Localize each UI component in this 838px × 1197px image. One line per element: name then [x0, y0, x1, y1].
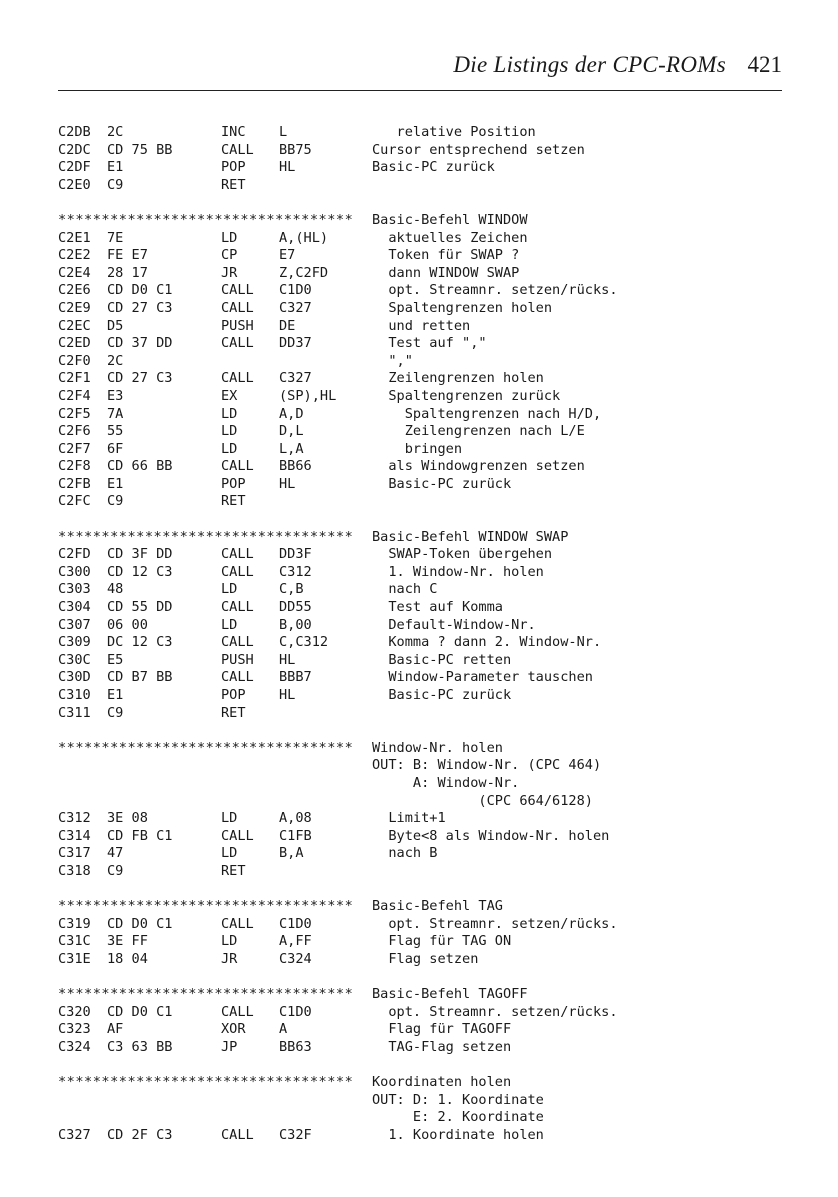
comment: Spaltengrenzen zurück — [372, 387, 561, 404]
comment: A: Window-Nr. — [372, 774, 520, 791]
mnemonic: CALL — [221, 827, 254, 844]
address: C2E2 — [58, 247, 91, 264]
address: C2E9 — [58, 299, 91, 316]
section-header — [58, 529, 782, 547]
section-title: Window-Nr. holen — [372, 739, 503, 756]
operands: A,D — [279, 405, 304, 422]
mnemonic: CALL — [221, 915, 254, 932]
address: C312 — [58, 810, 91, 827]
opcode-bytes: 47 — [107, 845, 124, 862]
opcode-bytes: E1 — [107, 475, 124, 492]
opcode-bytes: CD D0 C1 — [107, 915, 173, 932]
code-line — [58, 669, 782, 687]
code-line — [58, 581, 782, 599]
opcode-bytes: C9 — [107, 493, 124, 510]
opcode-bytes: 48 — [107, 581, 124, 598]
address: C30D — [58, 669, 91, 686]
comment: Basic-PC zurück — [372, 475, 512, 492]
mnemonic: POP — [221, 159, 246, 176]
operands: C327 — [279, 370, 312, 387]
mnemonic: INC — [221, 124, 246, 140]
mnemonic: CP — [221, 247, 238, 264]
address: C2FD — [58, 546, 91, 563]
assembly-listing — [58, 124, 782, 1144]
operands: A,FF — [279, 933, 312, 950]
code-line — [58, 353, 782, 371]
operands: D,L — [279, 423, 304, 440]
address: C2FC — [58, 493, 91, 510]
address: C2F7 — [58, 440, 91, 457]
mnemonic: RET — [221, 493, 246, 510]
code-line — [58, 1109, 782, 1127]
operands: C,C312 — [279, 634, 329, 651]
operands: C32F — [279, 1126, 312, 1143]
operands: DD55 — [279, 599, 312, 616]
mnemonic: POP — [221, 687, 246, 703]
address: C2F6 — [58, 423, 91, 440]
opcode-bytes: CD 66 BB — [107, 458, 173, 475]
comment: Flag setzen — [372, 950, 479, 967]
code-line — [58, 546, 782, 564]
opcode-bytes: CD 55 DD — [107, 599, 173, 616]
code-line — [58, 634, 782, 652]
blank-line — [58, 722, 782, 740]
code-line — [58, 863, 782, 881]
code-line — [58, 793, 782, 811]
operands: HL — [279, 687, 296, 703]
comment: nach C — [372, 581, 438, 598]
comment: Test auf "," — [372, 335, 487, 352]
opcode-bytes: CD D0 C1 — [107, 1003, 173, 1020]
mnemonic: CALL — [221, 299, 254, 316]
code-line — [58, 159, 782, 177]
code-line — [58, 247, 782, 265]
address: C30C — [58, 651, 91, 668]
comment: Basic-PC zurück — [372, 159, 495, 176]
comment: "," — [372, 352, 413, 369]
opcode-bytes: CD 37 DD — [107, 335, 173, 352]
address: C2DF — [58, 159, 91, 176]
mnemonic: CALL — [221, 599, 254, 616]
mnemonic: CALL — [221, 458, 254, 475]
operands: C1FB — [279, 827, 312, 844]
code-line — [58, 599, 782, 617]
page-header — [58, 50, 782, 91]
address: C320 — [58, 1003, 91, 1020]
mnemonic: RET — [221, 176, 246, 193]
section-separator-stars: ********************************** — [58, 739, 354, 756]
address: C303 — [58, 581, 91, 598]
operands: E7 — [279, 247, 296, 264]
address: C31C — [58, 933, 91, 950]
section-separator-stars: ********************************** — [58, 528, 354, 545]
address: C319 — [58, 915, 91, 932]
code-line — [58, 177, 782, 195]
code-line — [58, 406, 782, 424]
mnemonic: LD — [221, 405, 238, 422]
mnemonic: LD — [221, 616, 238, 633]
comment: opt. Streamnr. setzen/rücks. — [372, 282, 618, 299]
comment: Default-Window-Nr. — [372, 616, 536, 633]
mnemonic: CALL — [221, 282, 254, 299]
address: C318 — [58, 862, 91, 879]
blank-line — [58, 511, 782, 529]
section-title: Basic-Befehl TAG — [372, 898, 503, 915]
address: C314 — [58, 827, 91, 844]
address: C2FB — [58, 475, 91, 492]
opcode-bytes: AF — [107, 1021, 124, 1038]
address: C300 — [58, 563, 91, 580]
opcode-bytes: CD 75 BB — [107, 141, 173, 158]
address: C2F8 — [58, 458, 91, 475]
section-separator-stars: ********************************** — [58, 1074, 354, 1091]
section-title: Basic-Befehl TAGOFF — [372, 986, 528, 1003]
opcode-bytes: 3E 08 — [107, 810, 148, 827]
opcode-bytes: FE E7 — [107, 247, 148, 264]
operands: Z,C2FD — [279, 264, 329, 281]
mnemonic: LD — [221, 581, 238, 598]
code-line — [58, 230, 782, 248]
mnemonic: EX — [221, 387, 238, 404]
operands: C1D0 — [279, 1003, 312, 1020]
opcode-bytes: 7E — [107, 229, 124, 246]
address: C323 — [58, 1021, 91, 1038]
code-line — [58, 124, 782, 142]
operands: A — [279, 1021, 288, 1038]
operands: C1D0 — [279, 915, 312, 932]
opcode-bytes: 2C — [107, 352, 124, 369]
comment: relative Position — [372, 124, 536, 140]
comment: aktuelles Zeichen — [372, 229, 528, 246]
mnemonic: CALL — [221, 141, 254, 158]
opcode-bytes: E1 — [107, 687, 124, 703]
mnemonic: LD — [221, 810, 238, 827]
address: C2DB — [58, 124, 91, 140]
comment: opt. Streamnr. setzen/rücks. — [372, 915, 618, 932]
mnemonic: CALL — [221, 335, 254, 352]
code-line — [58, 1092, 782, 1110]
comment: Flag für TAG ON — [372, 933, 512, 950]
opcode-bytes: CD 3F DD — [107, 546, 173, 563]
code-line — [58, 300, 782, 318]
opcode-bytes: CD 27 C3 — [107, 370, 173, 387]
comment: dann WINDOW SWAP — [372, 264, 520, 281]
comment: und retten — [372, 317, 471, 334]
comment: Byte<8 als Window-Nr. holen — [372, 827, 610, 844]
code-line — [58, 564, 782, 582]
opcode-bytes: DC 12 C3 — [107, 634, 173, 651]
comment: bringen — [372, 440, 463, 457]
code-line — [58, 775, 782, 793]
operands: A,(HL) — [279, 229, 329, 246]
comment: Basic-PC retten — [372, 651, 512, 668]
operands: C1D0 — [279, 282, 312, 299]
opcode-bytes: 18 04 — [107, 950, 148, 967]
opcode-bytes: 06 00 — [107, 616, 148, 633]
comment: Komma ? dann 2. Window-Nr. — [372, 634, 602, 651]
address: C2F4 — [58, 387, 91, 404]
opcode-bytes: E1 — [107, 159, 124, 176]
code-line — [58, 282, 782, 300]
section-header — [58, 212, 782, 230]
opcode-bytes: C3 63 BB — [107, 1038, 173, 1055]
comment: TAG-Flag setzen — [372, 1038, 512, 1055]
comment: (CPC 664/6128) — [372, 792, 593, 809]
code-line — [58, 687, 782, 705]
section-title: Koordinaten holen — [372, 1074, 512, 1091]
code-line — [58, 370, 782, 388]
address: C311 — [58, 704, 91, 721]
operands: BB75 — [279, 141, 312, 158]
comment: Zeilengrenzen holen — [372, 370, 544, 387]
code-line — [58, 652, 782, 670]
operands: C327 — [279, 299, 312, 316]
address: C2E6 — [58, 282, 91, 299]
mnemonic: POP — [221, 475, 246, 492]
code-line — [58, 828, 782, 846]
mnemonic: PUSH — [221, 317, 254, 334]
opcode-bytes: C9 — [107, 704, 124, 721]
operands: B,A — [279, 845, 304, 862]
code-line — [58, 810, 782, 828]
comment: Zeilengrenzen nach L/E — [372, 423, 585, 440]
address: C2F1 — [58, 370, 91, 387]
mnemonic: CALL — [221, 1126, 254, 1143]
mnemonic: CALL — [221, 563, 254, 580]
code-line — [58, 493, 782, 511]
comment: Test auf Komma — [372, 599, 503, 616]
opcode-bytes: 2C — [107, 124, 124, 140]
section-header — [58, 986, 782, 1004]
address: C2F5 — [58, 405, 91, 422]
mnemonic: LD — [221, 229, 238, 246]
mnemonic: CALL — [221, 370, 254, 387]
address: C2E4 — [58, 264, 91, 281]
operands: C,B — [279, 581, 304, 598]
operands: BB63 — [279, 1038, 312, 1055]
mnemonic: LD — [221, 440, 238, 457]
opcode-bytes: E5 — [107, 651, 124, 668]
code-line — [58, 916, 782, 934]
comment: Token für SWAP ? — [372, 247, 520, 264]
comment: OUT: D: 1. Koordinate — [372, 1091, 544, 1108]
comment: SWAP-Token übergehen — [372, 546, 553, 563]
section-separator-stars: ********************************** — [58, 986, 354, 1003]
mnemonic: RET — [221, 862, 246, 879]
comment: E: 2. Koordinate — [372, 1109, 544, 1126]
section-separator-stars: ********************************** — [58, 211, 354, 228]
page-number: 421 — [747, 52, 782, 77]
comment: OUT: B: Window-Nr. (CPC 464) — [372, 757, 602, 774]
mnemonic: LD — [221, 423, 238, 440]
code-line — [58, 441, 782, 459]
mnemonic: RET — [221, 704, 246, 721]
operands: C312 — [279, 563, 312, 580]
blank-line — [58, 969, 782, 987]
page-header-title: Die Listings der CPC-ROMs — [453, 52, 726, 77]
address: C304 — [58, 599, 91, 616]
code-line — [58, 335, 782, 353]
address: C2F0 — [58, 352, 91, 369]
code-line — [58, 142, 782, 160]
mnemonic: CALL — [221, 669, 254, 686]
comment: nach B — [372, 845, 438, 862]
operands: L — [279, 124, 288, 140]
comment: Limit+1 — [372, 810, 446, 827]
mnemonic: JR — [221, 264, 238, 281]
address: C324 — [58, 1038, 91, 1055]
section-title: Basic-Befehl WINDOW — [372, 211, 528, 228]
code-line — [58, 951, 782, 969]
opcode-bytes: 7A — [107, 405, 124, 422]
mnemonic: LD — [221, 845, 238, 862]
operands: B,00 — [279, 616, 312, 633]
section-separator-stars: ********************************** — [58, 898, 354, 915]
opcode-bytes: C9 — [107, 176, 124, 193]
operands: DD37 — [279, 335, 312, 352]
comment: Basic-PC zurück — [372, 687, 512, 703]
code-line — [58, 705, 782, 723]
address: C2E1 — [58, 229, 91, 246]
opcode-bytes: 6F — [107, 440, 124, 457]
section-header — [58, 1074, 782, 1092]
code-line — [58, 933, 782, 951]
address: C310 — [58, 687, 91, 703]
comment: opt. Streamnr. setzen/rücks. — [372, 1003, 618, 1020]
comment: Cursor entsprechend setzen — [372, 141, 585, 158]
opcode-bytes: 28 17 — [107, 264, 148, 281]
comment: als Windowgrenzen setzen — [372, 458, 585, 475]
mnemonic: PUSH — [221, 651, 254, 668]
address: C2EC — [58, 317, 91, 334]
code-line — [58, 318, 782, 336]
blank-line — [58, 1056, 782, 1074]
blank-line — [58, 194, 782, 212]
operands: (SP),HL — [279, 387, 337, 404]
code-line — [58, 265, 782, 283]
opcode-bytes: 3E FF — [107, 933, 148, 950]
code-line — [58, 757, 782, 775]
blank-line — [58, 881, 782, 899]
mnemonic: CALL — [221, 1003, 254, 1020]
code-line — [58, 476, 782, 494]
mnemonic: LD — [221, 933, 238, 950]
mnemonic: CALL — [221, 546, 254, 563]
address: C2E0 — [58, 176, 91, 193]
opcode-bytes: D5 — [107, 317, 124, 334]
opcode-bytes: 55 — [107, 423, 124, 440]
opcode-bytes: CD 2F C3 — [107, 1126, 173, 1143]
section-header — [58, 740, 782, 758]
operands: HL — [279, 159, 296, 176]
operands: DE — [279, 317, 296, 334]
code-line — [58, 388, 782, 406]
mnemonic: CALL — [221, 634, 254, 651]
code-line — [58, 1039, 782, 1057]
address: C2ED — [58, 335, 91, 352]
code-line — [58, 617, 782, 635]
code-line — [58, 1021, 782, 1039]
operands: HL — [279, 475, 296, 492]
code-line — [58, 1004, 782, 1022]
section-header — [58, 898, 782, 916]
address: C2DC — [58, 141, 91, 158]
comment: Window-Parameter tauschen — [372, 669, 593, 686]
opcode-bytes: CD B7 BB — [107, 669, 173, 686]
code-line — [58, 423, 782, 441]
comment: Spaltengrenzen holen — [372, 299, 553, 316]
opcode-bytes: CD 27 C3 — [107, 299, 173, 316]
code-line — [58, 458, 782, 476]
section-title: Basic-Befehl WINDOW SWAP — [372, 528, 569, 545]
opcode-bytes: E3 — [107, 387, 124, 404]
address: C31E — [58, 950, 91, 967]
operands: BBB7 — [279, 669, 312, 686]
code-line — [58, 845, 782, 863]
mnemonic: XOR — [221, 1021, 246, 1038]
opcode-bytes: CD 12 C3 — [107, 563, 173, 580]
opcode-bytes: CD FB C1 — [107, 827, 173, 844]
operands: C324 — [279, 950, 312, 967]
comment: 1. Koordinate holen — [372, 1126, 544, 1143]
code-line — [58, 1127, 782, 1145]
operands: BB66 — [279, 458, 312, 475]
address: C317 — [58, 845, 91, 862]
address: C309 — [58, 634, 91, 651]
mnemonic: JP — [221, 1038, 238, 1055]
operands: DD3F — [279, 546, 312, 563]
comment: 1. Window-Nr. holen — [372, 563, 544, 580]
comment: Spaltengrenzen nach H/D, — [372, 405, 602, 422]
operands: L,A — [279, 440, 304, 457]
address: C307 — [58, 616, 91, 633]
opcode-bytes: C9 — [107, 862, 124, 879]
opcode-bytes: CD D0 C1 — [107, 282, 173, 299]
comment: Flag für TAGOFF — [372, 1021, 512, 1038]
mnemonic: JR — [221, 950, 238, 967]
address: C327 — [58, 1126, 91, 1143]
operands: HL — [279, 651, 296, 668]
operands: A,08 — [279, 810, 312, 827]
